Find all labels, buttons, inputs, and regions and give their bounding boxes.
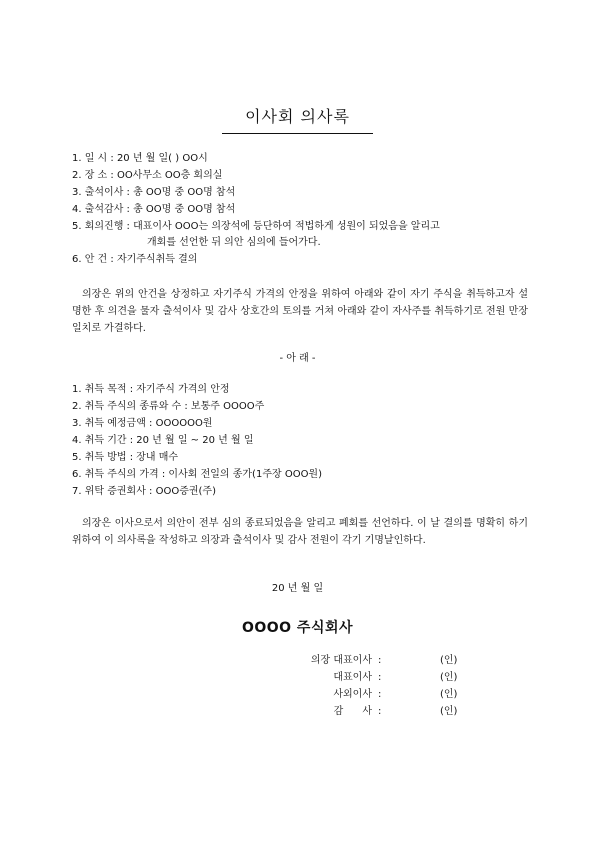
- document-title: 이사회 의사록: [222, 104, 373, 134]
- signature-colon: :: [378, 655, 382, 666]
- below-heading: - 아 래 -: [279, 353, 316, 364]
- meeting-item-proceedings: 5. 회의진행 : 대표이사 OOO는 의장석에 등단하여 적법하게 성원이 되었음을 알리고: [72, 221, 440, 232]
- signature-seal: (인): [440, 655, 458, 666]
- closing-paragraph: 의장은 이사으로서 의안이 전부 심의 종료되었음을 알리고 폐회를 선언하다. 이 날 결의를 명확히 하기 위하여 이 의사록을 작성하고 의장과 출석이사 및 감사 전원이 각기 기명날인하다.: [72, 518, 528, 546]
- document-page: 이사회 의사록 1. 일 시 : 20 년 월 일( ) OO시 2. 장 소 : OO사무소 OO층 회의실 3. 출석이사 : 총 OO명 중 OO명 참석 4. 출석감사 : 총 OO명 중 OO명 참석 5. 회의진행 : 대표이사 OOO는 의장석에 등단하여 적법하게 성원이 되었음을 알리고 개회를 선언한 뒤 의안 심의에 들어가다. 6. 안 건 : 자기주식취득 결의 의장은 위의 안건을 상정하고 자기주식 가격의 안정을 위하여 아래와 같이 자기 주식을 취득하고자 설명한 후 의견을 물자 출석이사 및 감사 상호간의 토의를 거쳐 아래와 같이 자사주를 취득하기로 전원 만장일치로 가결하다. - 아 래 - 1. 취득 목적 : 자기주식 가격의 안정 2. 취득 주식의 종류와 수 : 보통주 OOOO주 3. 취득 예정금액 : OOOOOO원 4. 취득 기간 : 20 년 월 일 ~ 20 년 월 일 5. 취득 방법 : 장내 매수 6. 취득 주식의 가격 : 이사회 전일의 종가(1주장 OOO원) 7. 위탁 증권회사 : OOO증권(주) 의장은 이사으로서 의안이 전부 심의 종료되었음을 알리고 폐회를 선언하다. 이 날 결의를 명확히 하기 위하여 이 의사록을 작성하고 의장과 출석이사 및 감사 전원이 각기 기명날인하다. 20 년 월 일 OOOO 주식회사 의장 대표이사 : (인) 대표이사 : (인) 사외이사 : (인) 감 사 : (인): [0, 0, 595, 842]
- acquisition-item-purpose: 1. 취득 목적 : 자기주식 가격의 안정: [72, 384, 230, 395]
- meeting-item-auditors: 4. 출석감사 : 총 OO명 중 OO명 참석: [72, 204, 236, 215]
- meeting-item-agenda: 6. 안 건 : 자기주식취득 결의: [72, 254, 198, 265]
- meeting-item-date: 1. 일 시 : 20 년 월 일( ) OO시: [72, 153, 208, 164]
- meeting-item-directors: 3. 출석이사 : 총 OO명 중 OO명 참석: [72, 187, 236, 198]
- signature-seal: (인): [440, 689, 458, 700]
- acquisition-item-method: 5. 취득 방법 : 장내 매수: [72, 452, 179, 463]
- signature-colon: :: [378, 689, 382, 700]
- acquisition-item-price: 6. 취득 주식의 가격 : 이사회 전일의 종가(1주장 OOO원): [72, 469, 322, 480]
- signature-colon: :: [378, 706, 382, 717]
- acquisition-item-share-type: 2. 취득 주식의 종류와 수 : 보통주 OOOO주: [72, 401, 265, 412]
- signature-seal: (인): [440, 706, 458, 717]
- signature-colon: :: [378, 672, 382, 683]
- company-name: OOOO 주식회사: [241, 620, 354, 636]
- date-line: 20 년 월 일: [271, 583, 324, 594]
- meeting-item-place: 2. 장 소 : OO사무소 OO층 회의실: [72, 170, 223, 181]
- acquisition-item-amount: 3. 취득 예정금액 : OOOOOO원: [72, 418, 213, 429]
- acquisition-item-broker: 7. 위탁 증권회사 : OOO증권(주): [72, 486, 216, 497]
- meeting-item-proceedings-continued: 개회를 선언한 뒤 의안 심의에 들어가다.: [147, 237, 321, 248]
- acquisition-item-period: 4. 취득 기간 : 20 년 월 일 ~ 20 년 월 일: [72, 435, 254, 446]
- resolution-paragraph: 의장은 위의 안건을 상정하고 자기주식 가격의 안정을 위하여 아래와 같이 자기 주식을 취득하고자 설명한 후 의견을 물자 출석이사 및 감사 상호간의 토의를 거쳐 아래와 같이 자사주를 취득하기로 전원 만장일치로 가결하다.: [72, 289, 528, 334]
- signature-seal: (인): [440, 672, 458, 683]
